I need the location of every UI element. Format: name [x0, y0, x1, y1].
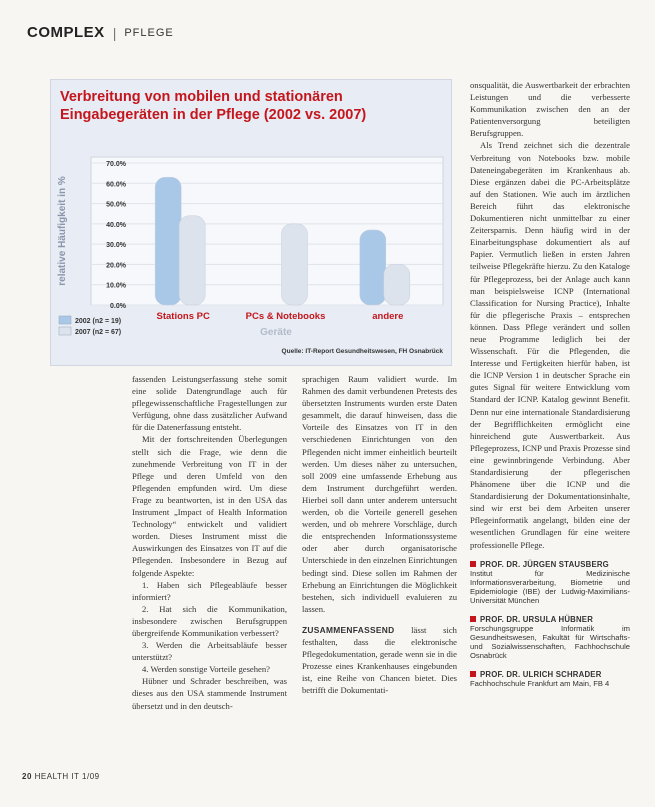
bullet-square-icon	[470, 616, 476, 622]
magazine-issue: HEALTH IT 1/09	[34, 772, 100, 781]
legend-entry: 2002 (n2 = 19)	[75, 318, 122, 325]
author-reference	[470, 560, 630, 606]
legend-entry: 2007 (n2 = 67)	[75, 329, 122, 336]
col-left-paragraph: fassenden Leistungserfassung stehe somit eine solide Datengrundlage auch für pflegewissenschaftliche Fragestellungen zur Verfügung, ohne dass zusätzlicher Aufwand für die Datenerfassung entsteht.	[132, 374, 287, 433]
page-header	[27, 24, 174, 41]
col-right-paragraph: onsqualität, die Auswertbarkeit der erbrachten Leistungen und die verbesserte Kommunikation zwischen den an der Patientenversorgung beteiligten Berufsgruppen.	[470, 80, 630, 139]
section-label: PFLEGE	[124, 26, 174, 39]
author-affiliation: Fachhochschule Frankfurt am Main, FB 4	[470, 678, 610, 688]
column-middle	[302, 373, 457, 696]
figure-box	[50, 79, 452, 366]
y-axis-label: relative Häufigkeit in %	[57, 176, 68, 286]
x-axis-label: Geräte	[260, 327, 292, 338]
header-separator: |	[112, 24, 117, 41]
figure-title	[60, 88, 440, 124]
magazine-brand: COMPLEX	[27, 24, 105, 41]
summary-heading: ZUSAMMENFASSEND	[302, 624, 395, 635]
page-footer	[22, 772, 100, 781]
bullet-square-icon	[470, 561, 476, 567]
author-reference	[470, 670, 630, 688]
x-category-label: andere	[372, 311, 404, 322]
y-tick-label: 60.0%	[106, 181, 126, 189]
column-right	[470, 79, 630, 688]
col-left-paragraph: 3. Werden die Arbeitsabläufe besser unterstützt?	[132, 640, 287, 663]
y-tick-label: 50.0%	[106, 201, 126, 209]
page-number: 20	[22, 772, 32, 781]
summary-text: lässt sich festhalten, dass die elektronische Pflegedokumentation, gerade wenn sie in die Prozesse eines Krankenhauses eingebunden ist, eine Reihe von Chancen bietet. Dies betrifft die Dokumentati-	[302, 624, 457, 696]
col-left-paragraph: Hübner und Schrader beschreiben, was dieses aus den USA stammende Instrument übersetzt und in den deutsch-	[132, 676, 287, 711]
col-right-paragraph: Als Trend zeichnet sich die dezentrale Verbreitung von Notebooks bzw. mobile Dateneingabegeräten im Krankenhaus ab. Diese ergänzen dabei die PC-Arbeitsplätze auf den Stationen. Wie auch im ärztlichen Bereich führt das elektronische Dokumentieren nicht unmittelbar zu einer Zeitersparnis. Denn häufig wird in der Einarbeitungsphase dokumentiert als auf Papier. Vermutlich ließen in ersten Jahren teilweise Pflegekräfte hierzu. Zu den Kataloge für Pflegeprozess, bei der Anlage auch kann man beispielsweise ICNP (International Classification for Nursing Practice), Inhalte für die pflegerische Praxis – entsprechen können. Dass Pflege verändert und sollen neue Programme lediglich bei der Wissenschaft. Für die Pflegenden, die Interesse und Fertigkeiten hierfür haben, ist die ICNP Version 1 in deutscher Sprache ein gutes Signal für weitere Entwicklung vom Standard der ICNP. Katalog gewinnt Benefit. Denn nur eine internationale Standardisierung der Begrifflichkeiten ermöglicht eine hinreichend gute Auswertbarkeit. Aus Pflegeprozess, ICNP und Praxis Prozesse sind eine gewinnbringende Verbindung. Aber Standardisierung der pflegerischen Phänomene über die ICNP und die Standardisierung der Dokumentationsinhalte, sind wir erst bei dem Arbeiten unserer Pflegeinformatik angelangt, bilden eine der wesentlichen Grundlagen für eine weitere professionelle Pflege.	[470, 140, 630, 550]
author-affiliation: Forschungsgruppe Informatik im Gesundheitswesen, Fakultät für Wirtschafts- und Sozialwissenschaften, Fachhochschule Osnabrück	[470, 623, 630, 661]
author-reference	[470, 615, 630, 661]
bar-2002	[360, 230, 386, 305]
author-affiliation: Institut für Medizinische Informationsverarbeitung, Biometrie und Epidemiologie (IBE) der Ludwig-Maximilians-Universität München	[470, 568, 630, 606]
col-left-paragraph: 4. Werden sonstige Vorteile gesehen?	[142, 664, 270, 675]
x-category-label: PCs & Notebooks	[245, 311, 326, 322]
bar-2002	[155, 177, 181, 305]
y-tick-label: 20.0%	[106, 262, 126, 270]
y-tick-label: 70.0%	[106, 161, 126, 168]
legend-swatch	[59, 327, 71, 335]
bullet-square-icon	[470, 671, 476, 677]
legend-swatch	[59, 316, 71, 324]
author-name-row	[470, 615, 630, 624]
col-left-paragraph: Mit der fortschreitenden Überlegungen stellt sich die Frage, wie denn die zunehmende Verbreitung von IT in der Pflege und deren Umfeld von den Pflegenden empfunden wird. Um diese Frage zu beantworten, ist in den USA das Instrument „Impact of Health Information Technology“ entwickelt und validiert worden. Dieses Instrument misst die Auswirkungen des Einsatzes von IT auf die Pflegenden. Insbesondere in Bezug auf folgende Aspekte:	[132, 434, 287, 578]
bar-2007	[179, 216, 205, 305]
col-mid-paragraph: sprachigen Raum validiert wurde. Im Rahmen des damit verbundenen Pretests des übersetzten Instruments wurden erste Daten gesammelt, die darauf hinweisen, dass die Vorteile des Einsatzes von IT in den verschiedenen Einrichtungen von den Pflegenden nicht immer einheitlich beurteilt werden. Um dieses näher zu untersuchen, soll 2009 eine umfassende Erhebung aus dem Instrument durchgeführt werden. Hierbei soll dann unter anderem untersucht werden, ob die Vorteile generell gesehen werden, und ob mehrere Vorschläge, durch die entsprechenden Informationssysteme oder aber durch organisatorische Unterschiede in den einzelnen Einrichtungen bedingt sind. Diese sollen im Rahmen der Erhebung an Einrichtungen die Möglichkeit bestehen, sich individuell evaluieren zu lassen.	[302, 374, 457, 614]
figure-title-line-2: Eingabegeräten in der Pflege (2002 vs. 2007)	[60, 107, 367, 123]
y-tick-label: 10.0%	[106, 282, 126, 290]
figure-source: Quelle: IT-Report Gesundheitswesen, FH Osnabrück	[281, 348, 443, 355]
column-left	[132, 373, 287, 712]
author-name-row	[470, 560, 630, 569]
y-tick-label: 0.0%	[110, 303, 126, 310]
col-left-paragraph: 1. Haben sich Pflegeabläufe besser informiert?	[132, 579, 287, 602]
figure-title-line-1: Verbreitung von mobilen und stationären	[60, 89, 343, 105]
bar-chart	[51, 135, 451, 365]
col-left-paragraph: 2. Hat sich die Kommunikation, insbesondere zwischen Berufsgruppen übergreifende Kommunikation verbessert?	[132, 603, 287, 638]
author-name-row	[470, 670, 630, 679]
author-name: PROF. DR. JÜRGEN STAUSBERG	[480, 559, 609, 569]
summary-paragraph	[302, 624, 457, 697]
y-tick-label: 30.0%	[106, 242, 126, 250]
bar-2007	[384, 264, 410, 305]
author-name: PROF. DR. ULRICH SCHRADER	[480, 669, 602, 679]
x-category-label: Stations PC	[156, 311, 210, 322]
author-name: PROF. DR. URSULA HÜBNER	[480, 614, 594, 624]
bar-2007	[282, 224, 308, 305]
y-tick-label: 40.0%	[106, 221, 126, 229]
